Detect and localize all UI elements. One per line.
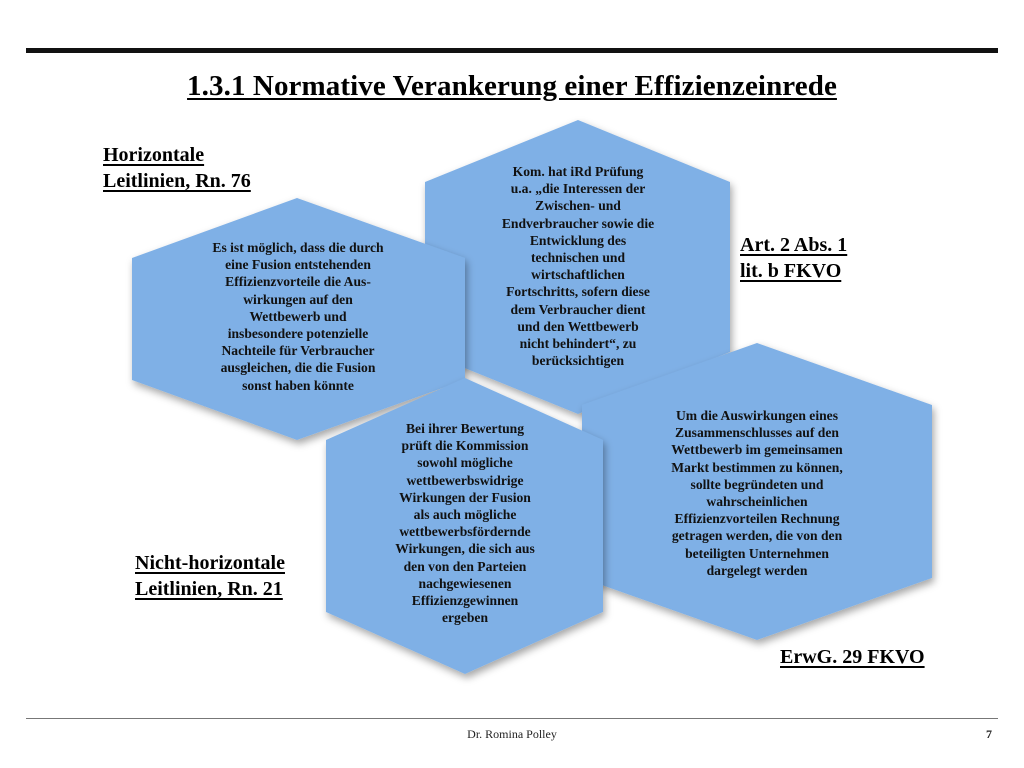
text-line: Fortschritts, sofern diese (506, 284, 650, 300)
label-horizontal-guidelines (103, 142, 251, 194)
text-line: Effizienzvorteilen Rechnung (674, 511, 840, 527)
text-line: nicht behindert“, zu (519, 336, 637, 352)
hexagon-commission-text (453, 163, 703, 369)
label-line: Horizontale (103, 144, 205, 166)
text-line: berücksichtigen (531, 353, 625, 369)
text-line: ausgleichen, die die Fusion (220, 360, 376, 376)
label-line: Leitlinien, Rn. 76 (103, 170, 251, 192)
text-line: Nachteile für Verbraucher (221, 343, 375, 359)
text-line: prüft die Kommission (401, 438, 529, 454)
text-line: als auch mögliche (413, 507, 517, 523)
text-line: insbesondere potenzielle (227, 326, 369, 342)
page-number: 7 (986, 727, 992, 741)
text-line: getragen werden, die von den (671, 528, 843, 544)
text-line: Endverbraucher sowie die (501, 215, 655, 231)
text-line: Wirkungen der Fusion (399, 489, 531, 505)
text-line: sollte begründeten und (690, 476, 824, 492)
text-line: Bei ihrer Bewertung (405, 421, 525, 436)
text-line: wettbewerbswidrige (406, 472, 524, 488)
label-non-horizontal-guidelines (135, 550, 285, 602)
text-line: beteiligten Unternehmen (685, 545, 829, 561)
text-line: ergeben (441, 610, 489, 626)
slide-title: 1.3.1 Normative Verankerung einer Effizienzeinrede (187, 70, 837, 102)
label-line: Leitlinien, Rn. 21 (135, 578, 283, 600)
label-line: Art. 2 Abs. 1 (740, 234, 848, 256)
label-line: lit. b FKVO (740, 260, 842, 282)
text-line: wirkungen auf den (243, 291, 353, 307)
hexagon-recital-text (617, 407, 897, 579)
label-line: Nicht-horizontale (135, 552, 285, 574)
hexagon-horizontal-text (158, 239, 438, 394)
text-line: nachgewiesenen (418, 575, 512, 591)
text-line: u.a. „die Interessen der (510, 181, 646, 197)
text-line: Zwischen- und (535, 198, 621, 214)
text-line: Wirkungen, die sich aus (395, 541, 535, 557)
text-line: den von den Parteien (403, 558, 527, 574)
label-fkvo-article (740, 232, 847, 284)
text-line: Entwicklung des (529, 232, 627, 248)
text-line: wettbewerbsfördernde (399, 524, 531, 540)
label-line: ErwG. 29 FKVO (780, 646, 925, 668)
text-line: Effizienzvorteile die Aus- (225, 274, 371, 290)
text-line: Wettbewerb im gemeinsamen (671, 442, 843, 458)
text-line: sowohl mögliche (417, 455, 513, 471)
footer-author: Dr. Romina Polley (467, 727, 557, 741)
text-line: Kom. hat iRd Prüfung (512, 164, 644, 179)
text-line: wahrscheinlichen (706, 494, 808, 510)
text-line: Um die Auswirkungen eines (675, 408, 839, 423)
label-recital (780, 644, 925, 670)
text-line: wirtschaftlichen (531, 267, 625, 283)
text-line: Markt bestimmen zu können, (671, 459, 843, 475)
text-line: Wettbewerb und (249, 308, 347, 324)
bottom-rule (26, 718, 998, 719)
text-line: und den Wettbewerb (517, 318, 639, 334)
text-line: dargelegt werden (706, 562, 808, 578)
text-line: dem Verbraucher dient (510, 301, 646, 317)
text-line: Effizienzgewinnen (411, 593, 519, 609)
text-line: technischen und (530, 250, 626, 266)
text-line: Es ist möglich, dass die durch (212, 240, 384, 255)
text-line: Zusammenschlusses auf den (675, 425, 839, 441)
text-line: sonst haben könnte (242, 377, 354, 393)
hexagon-non-horizontal-text (345, 420, 585, 626)
text-line: eine Fusion entstehenden (225, 257, 371, 273)
